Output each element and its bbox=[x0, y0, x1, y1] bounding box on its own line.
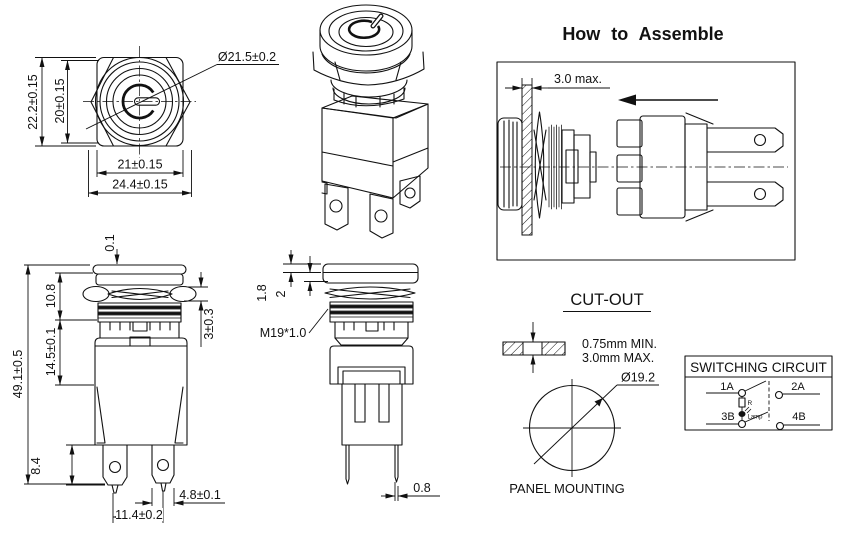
front-view bbox=[26, 46, 279, 197]
assembly-section bbox=[497, 24, 795, 260]
side-bezel bbox=[83, 287, 196, 302]
circuit-section bbox=[685, 356, 832, 430]
side-dim-pin-width: 4.8±0.1 bbox=[179, 488, 221, 502]
section-dim-pin-tip: 0.8 bbox=[413, 481, 431, 495]
circuit-lamp-label: Lamp bbox=[747, 414, 763, 421]
circuit-terminal-4b: 4B bbox=[792, 411, 806, 423]
assembly-box bbox=[497, 62, 795, 260]
circuit-title: SWITCHING CIRCUIT bbox=[690, 360, 827, 375]
front-dim-height-inner: 20±0.15 bbox=[53, 78, 67, 124]
side-collar bbox=[100, 322, 179, 338]
section-view bbox=[255, 250, 440, 501]
assembly-arrow bbox=[618, 95, 718, 106]
front-dim-diameter: Ø21.5±0.2 bbox=[217, 50, 277, 64]
iso-view bbox=[313, 5, 428, 238]
cutout-title: CUT-OUT bbox=[570, 291, 644, 309]
circuit-contacts bbox=[739, 390, 784, 430]
section-bezel bbox=[325, 287, 415, 299]
cutout-hole bbox=[523, 379, 659, 477]
cutout-panel-min: 0.75mm MIN. bbox=[582, 337, 658, 351]
iso-body bbox=[322, 96, 428, 198]
assembly-panel bbox=[522, 85, 532, 235]
side-dim-head-height: 10.8 bbox=[44, 283, 58, 309]
front-dim-width-outer: 24.4±0.15 bbox=[112, 177, 168, 192]
iso-hex-nut bbox=[313, 52, 424, 104]
section-thread-spec: M19*1.0 bbox=[259, 326, 307, 340]
side-dim-upper-body: 14.5±0.1 bbox=[44, 327, 58, 377]
cutout-section bbox=[503, 291, 659, 496]
iso-cap bbox=[320, 5, 412, 73]
cutout-hole-diameter: Ø19.2 bbox=[620, 370, 656, 385]
side-dim-pin-spacing: 11.4±0.2 bbox=[115, 508, 163, 522]
circuit-terminal-3b: 3B bbox=[721, 411, 735, 423]
side-threads bbox=[98, 303, 181, 322]
side-dim-total-height: 49.1±0.5 bbox=[11, 349, 25, 399]
section-dim-collar: 2 bbox=[274, 290, 288, 298]
section-dim-lip: 1.8 bbox=[255, 284, 269, 302]
side-cap bbox=[93, 265, 186, 285]
cutout-panel-max: 3.0mm MAX. bbox=[582, 351, 655, 365]
section-cap bbox=[323, 264, 418, 283]
iso-terminals bbox=[322, 176, 420, 238]
cutout-caption: PANEL MOUNTING bbox=[509, 481, 625, 496]
section-threads bbox=[330, 302, 413, 322]
side-dim-bezel: 3±0.3 bbox=[202, 308, 216, 340]
side-terminals bbox=[103, 445, 174, 493]
cutout-panel-section bbox=[503, 322, 565, 373]
side-view bbox=[11, 234, 225, 523]
section-body bbox=[330, 346, 413, 445]
side-dim-terminal-length: 8.4 bbox=[29, 457, 43, 475]
circuit-terminal-1a: 1A bbox=[720, 381, 734, 393]
assembly-head bbox=[498, 112, 596, 218]
section-pins bbox=[346, 445, 398, 484]
assembly-title: How to Assemble bbox=[562, 24, 724, 44]
front-dim-lines bbox=[35, 58, 279, 198]
circuit-resistor bbox=[739, 398, 745, 407]
front-dim-height-outer: 22.2±0.15 bbox=[26, 74, 40, 130]
front-dim-width-inner: 21±0.15 bbox=[117, 157, 163, 172]
side-body bbox=[95, 337, 187, 445]
circuit-terminal-2a: 2A bbox=[791, 381, 805, 393]
circuit-resistor-label: R bbox=[747, 400, 753, 407]
side-dim-cap-gap: 0.1 bbox=[103, 234, 117, 252]
assembly-dim-panel: 3.0 max. bbox=[554, 72, 602, 86]
section-collar bbox=[335, 322, 408, 345]
